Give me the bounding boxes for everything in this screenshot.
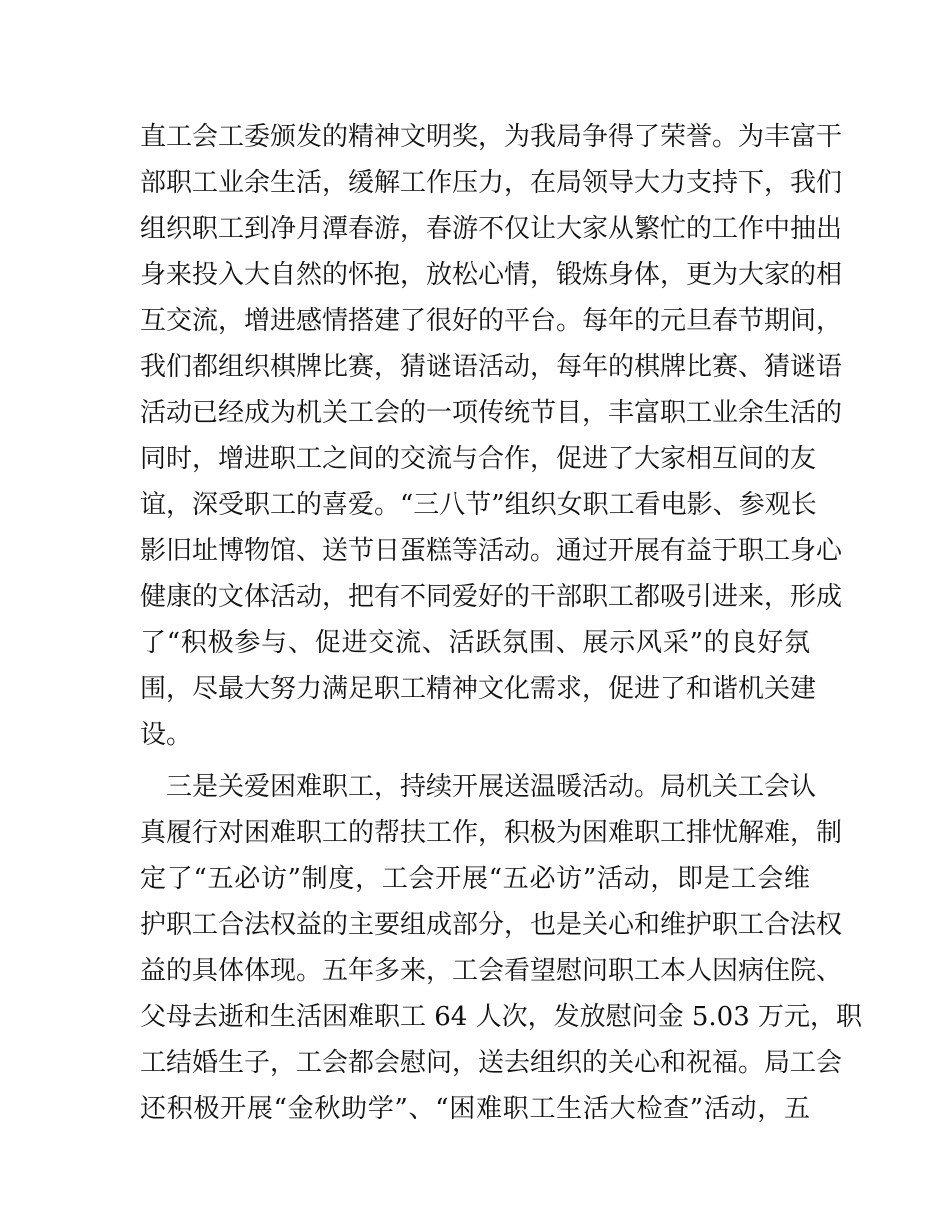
text-line: 部职工业余生活，缓解工作压力，在局领导大力支持下，我们 xyxy=(140,168,843,198)
text-line: 同时，增进职工之间的交流与合作，促进了大家相互间的友 xyxy=(140,444,817,474)
text-line: 互交流，增进感情搭建了很好的平台。每年的元旦春节期间， xyxy=(140,306,843,336)
text-line: 我们都组织棋牌比赛，猜谜语活动，每年的棋牌比赛、猜谜语 xyxy=(140,352,843,382)
text-line: 影旧址博物馆、送节日蛋糕等活动。通过开展有益于职工身心 xyxy=(140,536,843,566)
text-line: 父母去逝和生活困难职工 64 人次，发放慰问金 5.03 万元，职 xyxy=(140,1002,863,1032)
text-line: 护职工合法权益的主要组成部分，也是关心和维护职工合法权 xyxy=(140,910,843,940)
text-line: 健康的文体活动，把有不同爱好的干部职工都吸引进来，形成 xyxy=(140,582,843,612)
text-line: 三是关爱困难职工，持续开展送温暖活动。局机关工会认 xyxy=(166,772,817,802)
text-line: 围，尽最大努力满足职工精神文化需求，促进了和谐机关建 xyxy=(140,674,817,704)
text-line: 还积极开展“金秋助学”、“困难职工生活大检查”活动，五 xyxy=(140,1094,810,1124)
text-line: 组织职工到净月潭春游，春游不仅让大家从繁忙的工作中抽出 xyxy=(140,214,843,244)
text-line: 了“积极参与、促进交流、活跃氛围、展示风采”的良好氛 xyxy=(140,628,810,658)
text-line: 定了“五必访”制度，工会开展“五必访”活动，即是工会维 xyxy=(140,864,810,894)
text-line: 设。 xyxy=(140,720,193,750)
text-line: 直工会工委颁发的精神文明奖，为我局争得了荣誉。为丰富干 xyxy=(140,122,843,152)
text-line: 活动已经成为机关工会的一项传统节目，丰富职工业余生活的 xyxy=(140,398,843,428)
text-line: 真履行对困难职工的帮扶工作，积极为困难职工排忧解难，制 xyxy=(140,818,843,848)
text-line: 工结婚生子，工会都会慰问，送去组织的关心和祝福。局工会 xyxy=(140,1048,843,1078)
text-line: 身来投入大自然的怀抱，放松心情，锻炼身体，更为大家的相 xyxy=(140,260,843,290)
text-line: 谊，深受职工的喜爱。“三八节”组织女职工看电影、参观长 xyxy=(140,490,817,520)
text-line: 益的具体体现。五年多来，工会看望慰问职工本人因病住院、 xyxy=(140,956,843,986)
